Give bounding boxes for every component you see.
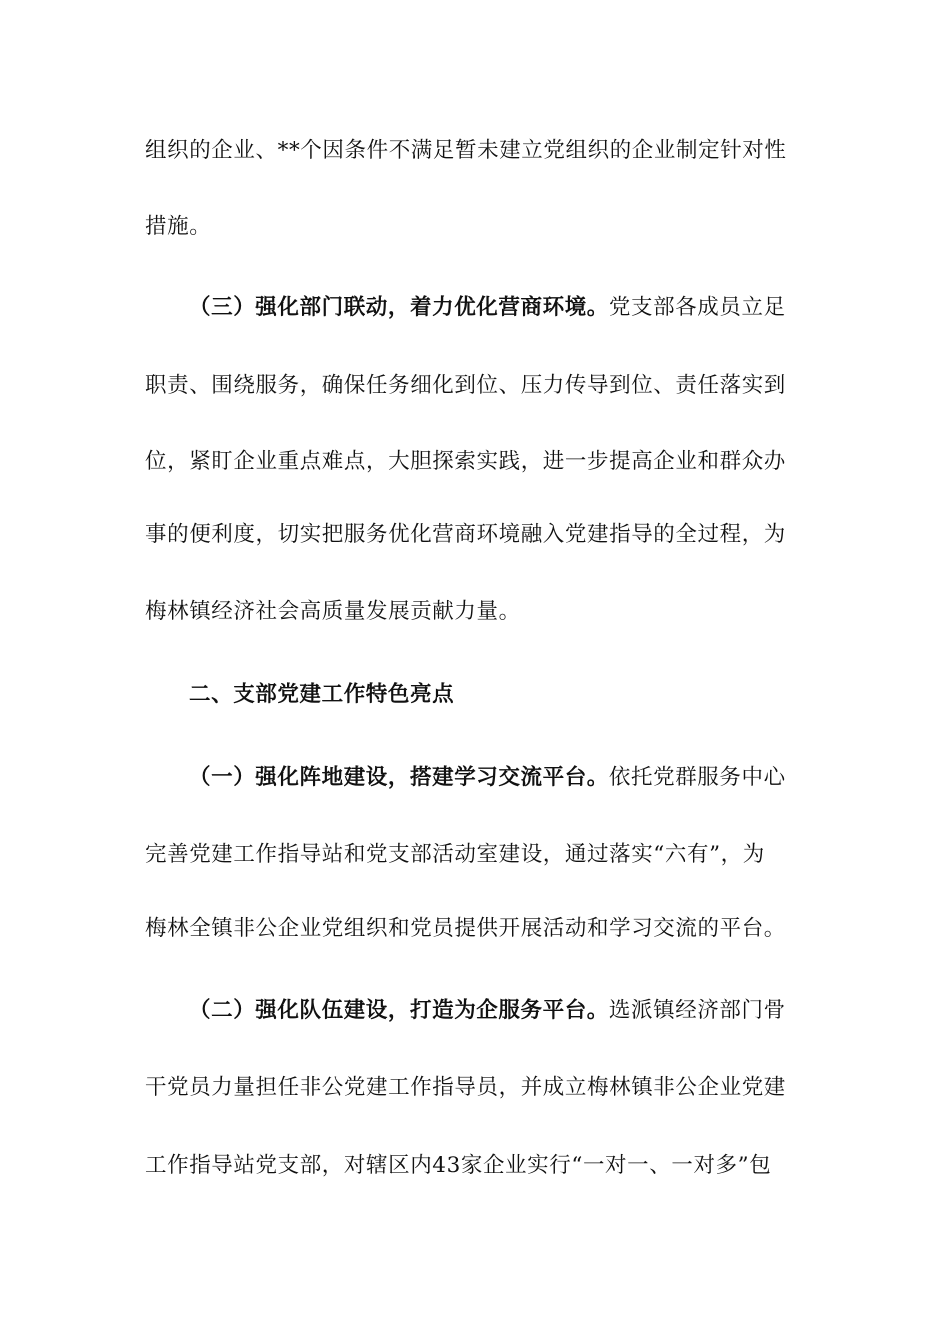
text-segment: 组织的企业、**个因条件不满足暂未建立党组织的企业制定针对性 bbox=[145, 138, 787, 163]
text-segment: 干党员力量担任非公党建工作指导员，并成立梅林镇非公企业党建 bbox=[145, 1075, 786, 1100]
subsection-heading-2 bbox=[189, 996, 849, 1026]
text-line bbox=[145, 1151, 805, 1181]
text-line bbox=[145, 520, 805, 550]
text-line bbox=[145, 136, 805, 166]
text-segment: 梅林全镇非公企业党组织和党员提供开展活动和学习交流的平台。 bbox=[145, 916, 786, 941]
text-line bbox=[145, 212, 805, 242]
text-segment: 党支部各成员立足 bbox=[608, 295, 786, 320]
text-segment: 工作指导站党支部，对辖区内43家企业实行“一对一、一对多”包 bbox=[145, 1153, 772, 1178]
text-line bbox=[145, 1073, 805, 1103]
text-line bbox=[145, 371, 805, 401]
section-heading-2 bbox=[189, 680, 849, 710]
heading-text: 二、支部党建工作特色亮点 bbox=[189, 682, 455, 707]
text-line bbox=[145, 597, 805, 627]
heading-text: （二）强化队伍建设，打造为企服务平台。 bbox=[189, 998, 609, 1023]
text-segment: 措施。 bbox=[145, 214, 212, 239]
text-segment: 选派镇经济部门骨 bbox=[608, 998, 786, 1023]
text-segment: 事的便利度，切实把服务优化营商环境融入党建指导的全过程，为 bbox=[145, 522, 786, 547]
text-segment: 职责、围绕服务，确保任务细化到位、压力传导到位、责任落实到 bbox=[145, 373, 786, 398]
text-line bbox=[145, 447, 805, 477]
subsection-heading-1 bbox=[189, 763, 849, 793]
text-segment: 梅林镇经济社会高质量发展贡献力量。 bbox=[145, 599, 521, 624]
text-line bbox=[145, 914, 805, 944]
heading-text: （一）强化阵地建设，搭建学习交流平台。 bbox=[189, 765, 609, 790]
heading-text: （三）强化部门联动，着力优化营商环境。 bbox=[189, 295, 609, 320]
text-line bbox=[145, 840, 805, 870]
text-segment: 位，紧盯企业重点难点，大胆探索实践，进一步提高企业和群众办 bbox=[145, 449, 786, 474]
text-segment: 完善党建工作指导站和党支部活动室建设，通过落实“六有”，为 bbox=[145, 842, 765, 867]
text-segment: 依托党群服务中心 bbox=[608, 765, 786, 790]
subsection-heading-3 bbox=[189, 293, 849, 323]
